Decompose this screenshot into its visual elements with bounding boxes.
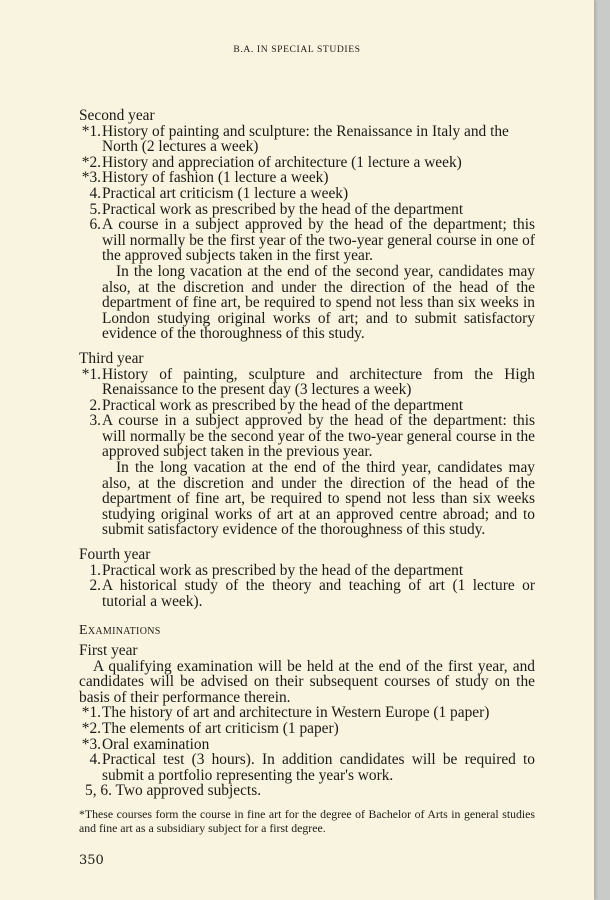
list-item: *3. History of fashion (1 lecture a week) bbox=[81, 169, 329, 187]
list-item: 5, 6. Two approved subjects. bbox=[85, 782, 262, 800]
footnote: *These courses form the course in fine art for the degree of Bachelor of Arts in general studies and fine art as a subsidiary subject for a first degree. bbox=[79, 806, 535, 836]
list-item: *1. The history of art and architecture in Western Europe (1 paper) bbox=[81, 704, 490, 722]
list-item: *1. History of painting and sculpture: the Renaissance in Italy and the North (2 lectures a week) bbox=[81, 122, 509, 156]
list-item: *2. History and appreciation of architecture (1 lecture a week) bbox=[81, 153, 462, 171]
list-item: 2. Practical work as prescribed by the head of the department bbox=[89, 396, 464, 414]
list-item: 4. Practical art criticism (1 lecture a week) bbox=[89, 184, 349, 202]
exam-intro: A qualifying examination will be held at the end of the first year, and candidates will be advised on their subsequent courses of study on the basis of their performance therein. bbox=[79, 657, 535, 706]
list-item: *3. Oral examination bbox=[81, 735, 210, 753]
section-heading: Third year bbox=[79, 349, 144, 367]
list-item: 6. A course in a subject approved by the head of the department; this will normally be the first year of the two-year general course in one of the approved subjects taken in the first year. bbox=[89, 216, 535, 265]
section-note: In the long vacation at the end of the third year, candidates may also, at the discretion and under the direction of the head of the department of fine art, be required to spend not less than six weeks studying original works of art at an approved centre abroad; and to submit satisfactory evidence of the thoroughness of this study. bbox=[102, 459, 535, 539]
fourth-year-section bbox=[79, 547, 535, 609]
list-item: 3. A course in a subject approved by the head of the department: this will normally be the second year of the two-year general course in the approved subject taken in the previous year. bbox=[89, 412, 535, 461]
page-body bbox=[79, 108, 535, 836]
list-item: 1. Practical work as prescribed by the head of the department bbox=[89, 561, 464, 579]
third-year-section bbox=[79, 351, 535, 538]
second-year-section bbox=[79, 108, 535, 342]
list-item: 2. A historical study of the theory and teaching of art (1 lecture or tutorial a week). bbox=[89, 577, 535, 610]
section-heading: Examinations bbox=[79, 623, 161, 639]
section-heading: Fourth year bbox=[79, 546, 151, 564]
examinations-section bbox=[79, 623, 535, 799]
page-number: 350 bbox=[79, 853, 104, 868]
section-note: In the long vacation at the end of the second year, candidates may also, at the discretion and under the direction of the head of the department of fine art, be required to spend not less than six weeks in London studying original works of art; and to submit satisfactory evidence of the thoroughness of this study. bbox=[102, 262, 535, 343]
list-item: 5. Practical work as prescribed by the head of the department bbox=[89, 200, 464, 218]
subsection-heading: First year bbox=[79, 642, 138, 659]
list-item: *2. The elements of art criticism (1 paper) bbox=[81, 719, 339, 737]
section-heading: Second year bbox=[79, 107, 155, 124]
running-head: B.A. IN SPECIAL STUDIES bbox=[233, 44, 361, 55]
list-item: *1. History of painting, sculpture and architecture from the High Renaissance to the present day (3 lectures a week) bbox=[81, 365, 535, 399]
list-item: 4. Practical test (3 hours). In addition candidates will be required to submit a portfolio representing the year's work. bbox=[89, 751, 535, 784]
